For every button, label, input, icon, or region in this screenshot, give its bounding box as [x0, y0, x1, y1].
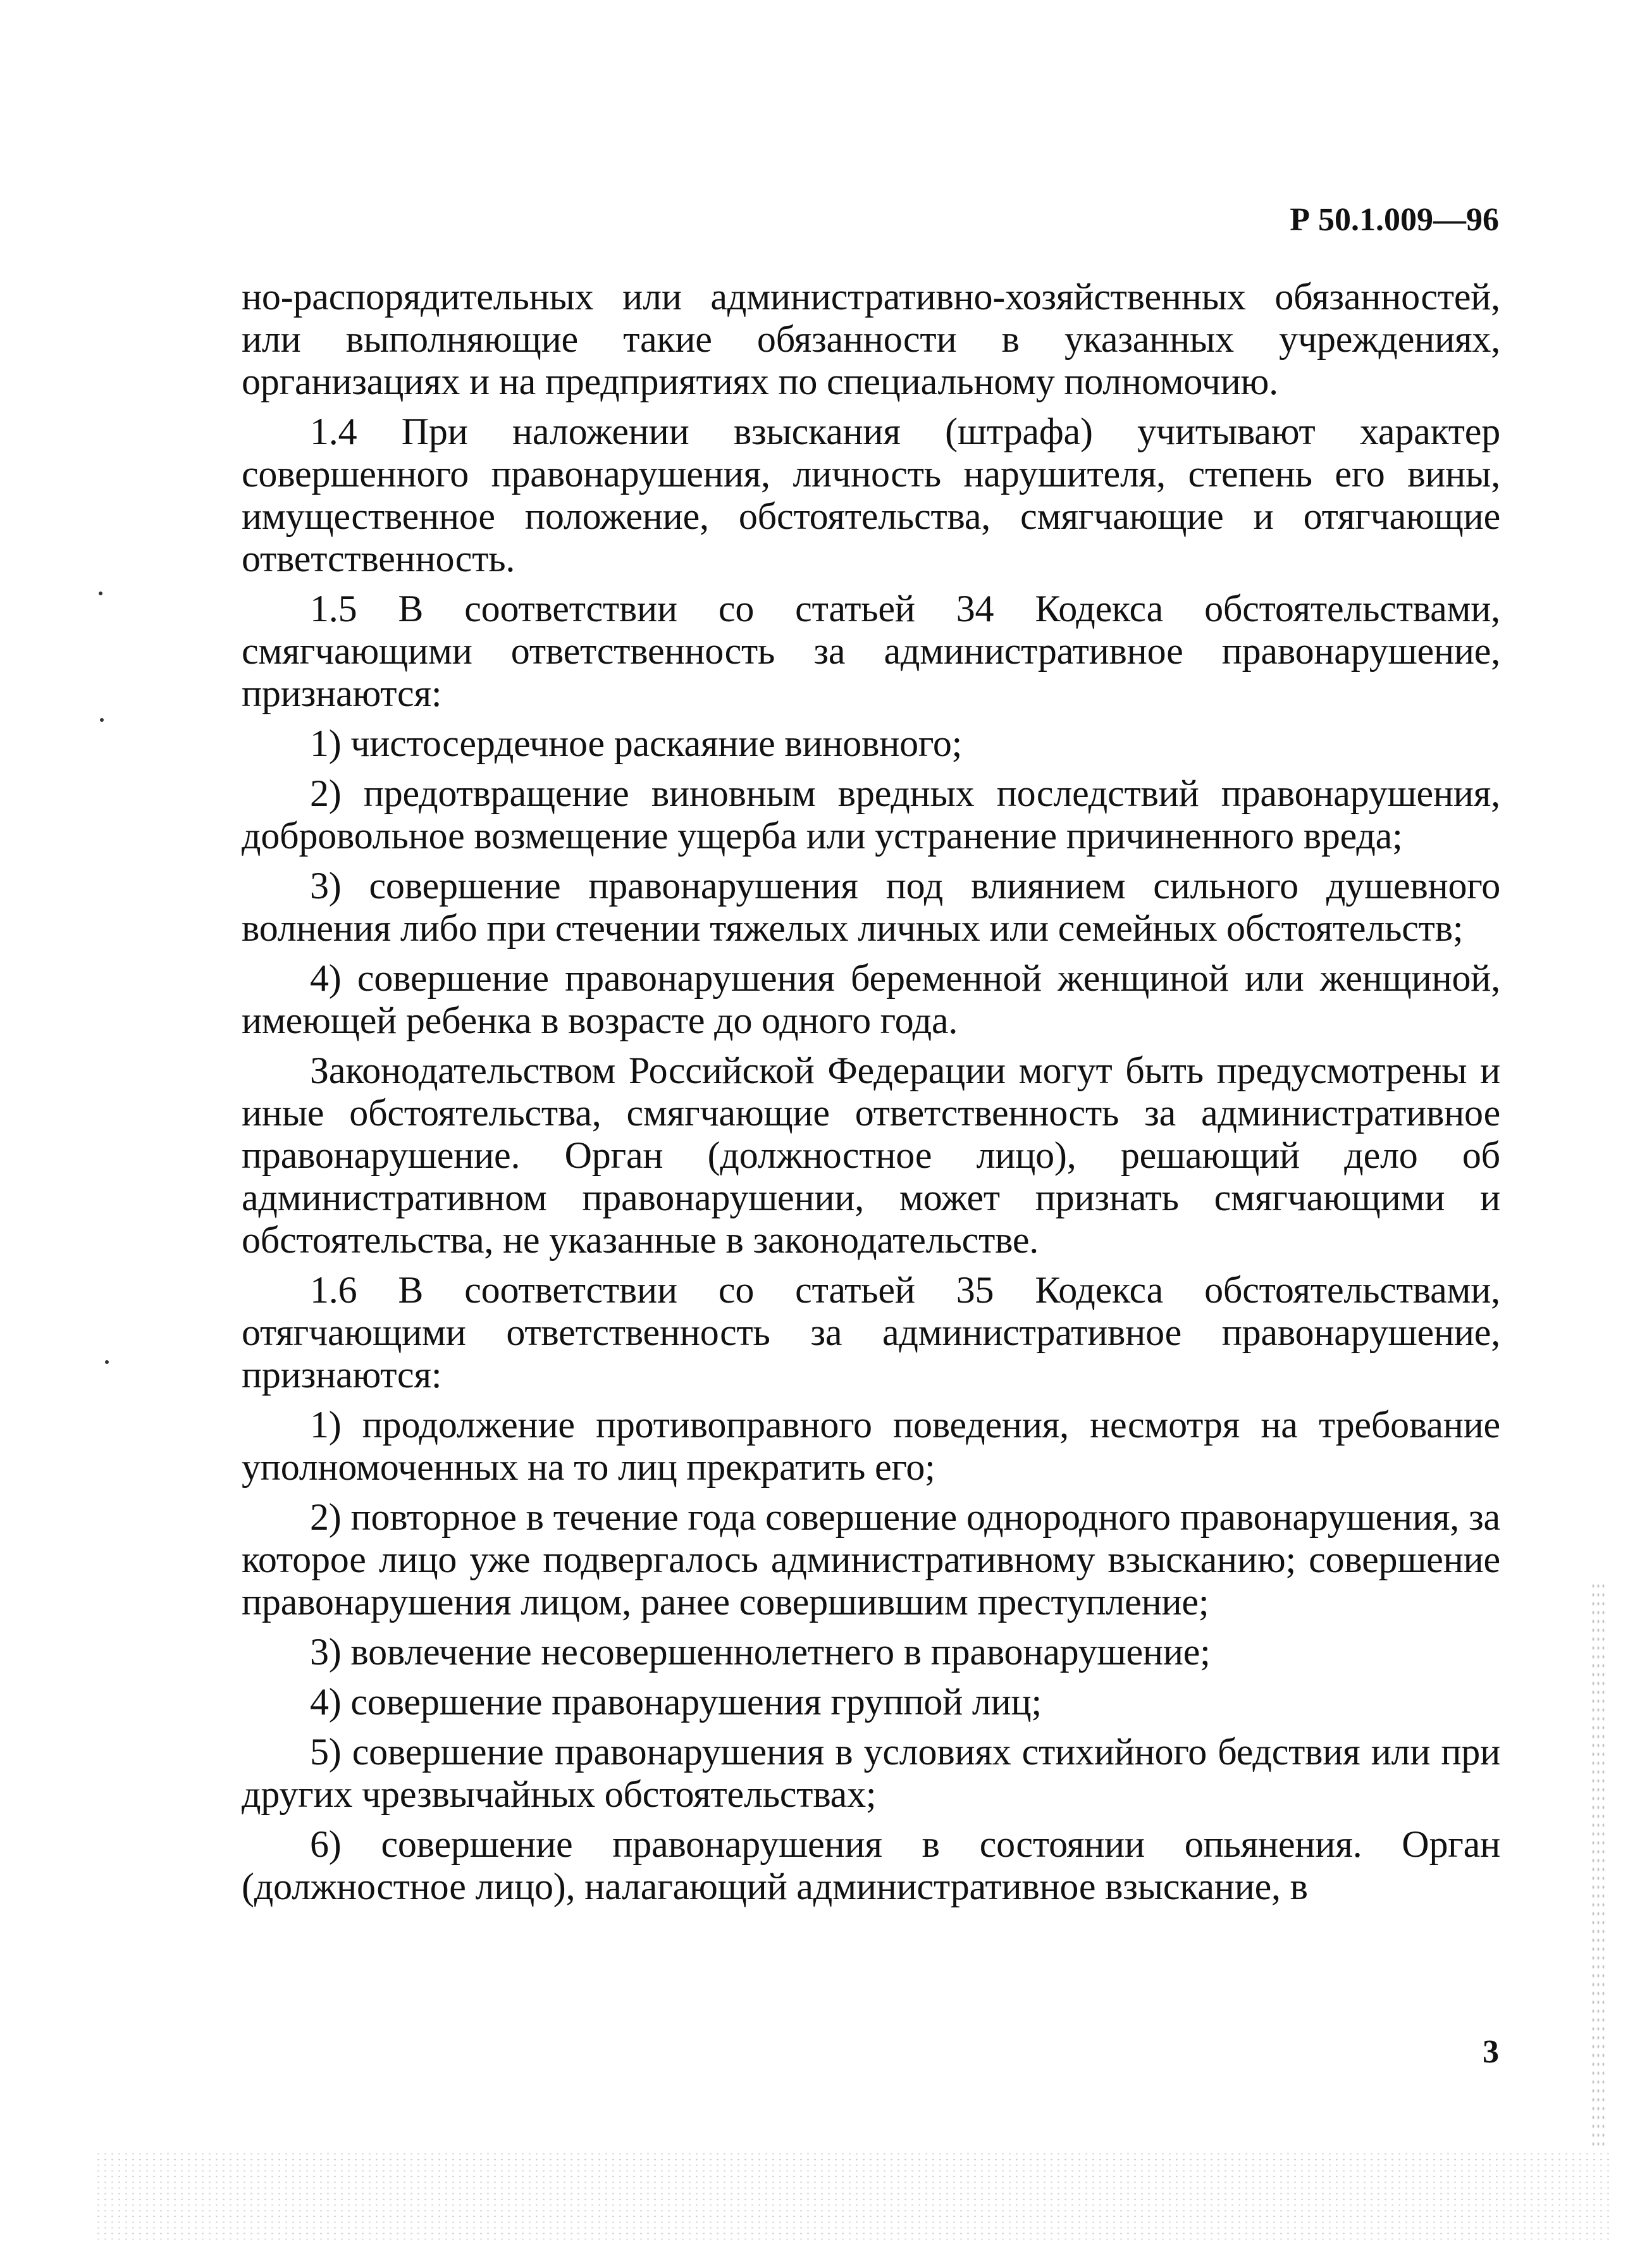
scan-noise-bottom — [95, 2151, 1613, 2240]
paragraph-1-5: 1.5 В соответствии со статьей 34 Кодекса обстоятельствами, смягчающими ответственность за административное правонарушение, признаются: — [242, 588, 1500, 714]
document-body — [242, 276, 1500, 1916]
list-item-aggravating-5: 5) совершение правонарушения в условиях стихийного бедствия или при других чрезвычайных обстоятельствах; — [242, 1731, 1500, 1815]
paragraph-legislation-note: Законодательством Российской Федерации могут быть предусмотрены и иные обстоятельства, смягчающие ответственность за административное правонарушение. Орган (должностное лицо), решающий дело об административном правонарушении, может признать смягчающими и обстоятельства, не указанные в законодательстве. — [242, 1050, 1500, 1261]
list-item-mitigating-2: 2) предотвращение виновным вредных последствий правонарушения, добровольное возмещение ущерба или устранение причиненного вреда; — [242, 772, 1500, 857]
list-item-aggravating-2: 2) повторное в течение года совершение однородного правонарушения, за которое лицо уже подвергалось административному взысканию; совершение правонарушения лицом, ранее совершившим преступление; — [242, 1496, 1500, 1623]
list-item-aggravating-3: 3) вовлечение несовершеннолетнего в правонарушение; — [310, 1631, 1211, 1673]
paragraph-1-4: 1.4 При наложении взыскания (штрафа) учитывают характер совершенного правонарушения, личность нарушителя, степень его вины, имущественное положение, обстоятельства, смягчающие и отягчающие ответственность. — [242, 411, 1500, 579]
page-number: 3 — [1483, 2034, 1499, 2070]
scan-speck — [105, 1360, 109, 1364]
scan-speck — [99, 592, 102, 595]
list-item-mitigating-4: 4) совершение правонарушения беременной женщиной или женщиной, имеющей ребенка в возрасте до одного года. — [242, 957, 1500, 1041]
paragraph-1-6: 1.6 В соответствии со статьей 35 Кодекса обстоятельствами, отягчающими ответственность за административное правонарушение, признаются: — [242, 1269, 1500, 1396]
list-item-mitigating-1: 1) чистосердечное раскаяние виновного; — [310, 722, 963, 764]
list-item-aggravating-6: 6) совершение правонарушения в состоянии опьянения. Орган (должностное лицо), налагающий административное взыскание, в — [242, 1823, 1500, 1907]
list-item-mitigating-3: 3) совершение правонарушения под влиянием сильного душевного волнения либо при стечении тяжелых личных или семейных обстоятельств; — [242, 865, 1500, 949]
list-item-aggravating-4: 4) совершение правонарушения группой лиц; — [310, 1681, 1042, 1723]
scan-noise-right — [1591, 1582, 1605, 2151]
scan-speck — [100, 718, 104, 722]
list-item-aggravating-1: 1) продолжение противоправного поведения, несмотря на требование уполномоченных на то лиц прекратить его; — [242, 1404, 1500, 1488]
document-code: Р 50.1.009—96 — [1290, 202, 1499, 238]
paragraph-continuation: но-распорядительных или административно-хозяйственных обязанностей, или выполняющие такие обязанности в указанных учреждениях, организациях и на предприятиях по специальному полномочию. — [242, 276, 1500, 402]
